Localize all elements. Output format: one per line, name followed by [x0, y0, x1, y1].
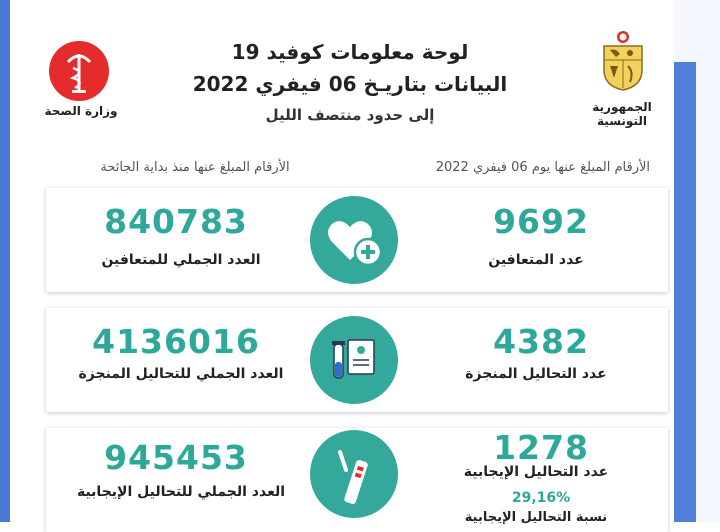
daily-tests-value: 4382: [493, 322, 589, 361]
positivity-rate-value: 29,16%: [511, 490, 571, 506]
total-recoveries-value: 840783: [104, 202, 248, 241]
total-recoveries-label: العدد الجملي للمتعافين: [101, 252, 261, 268]
daily-tests-label: عدد التحاليل المنجزة: [465, 366, 607, 382]
positive-tests-card: [46, 428, 668, 532]
rapid-test-icon: [310, 430, 398, 518]
total-positive-value: 945453: [104, 438, 248, 477]
total-tests-label: العدد الجملي للتحاليل المنجزة: [78, 366, 284, 382]
date-subtitle: البيانات بتاريـخ 06 فيفري 2022: [192, 72, 508, 96]
cumulative-section-heading: الأرقام المبلغ عنها منذ بداية الجائحة: [100, 160, 290, 175]
dashboard-panel: [10, 0, 674, 525]
total-tests-value: 4136016: [92, 322, 260, 361]
recoveries-card: [46, 188, 668, 292]
daily-positive-value: 1278: [493, 428, 589, 467]
tests-card: [46, 308, 668, 412]
time-note: إلى حدود منتصف الليل: [265, 106, 435, 124]
left-frame-bar: [0, 0, 10, 522]
total-positive-label: العدد الجملي للتحاليل الإيجابية: [76, 484, 286, 500]
daily-positive-label: عدد التحاليل الإيجابية: [463, 464, 609, 480]
heart-plus-icon: [310, 196, 398, 284]
right-frame-bar: [674, 62, 696, 522]
positivity-rate-label: نسبة التحاليل الإيجابية: [464, 510, 608, 525]
daily-recoveries-value: 9692: [493, 202, 589, 241]
page-title: لوحة معلومات كوفيد 19: [231, 40, 469, 64]
daily-recoveries-label: عدد المتعافين: [488, 252, 584, 268]
ministry-health-logo-icon: [48, 40, 110, 102]
lab-test-icon: [310, 316, 398, 404]
republic-label: الجمهورية التونسية: [592, 100, 652, 128]
daily-section-heading: الأرقام المبلغ عنها يوم 06 فيفري 2022: [435, 160, 650, 175]
republic-emblem-icon: [600, 30, 646, 92]
ministry-label: وزارة الصحة: [44, 104, 118, 118]
